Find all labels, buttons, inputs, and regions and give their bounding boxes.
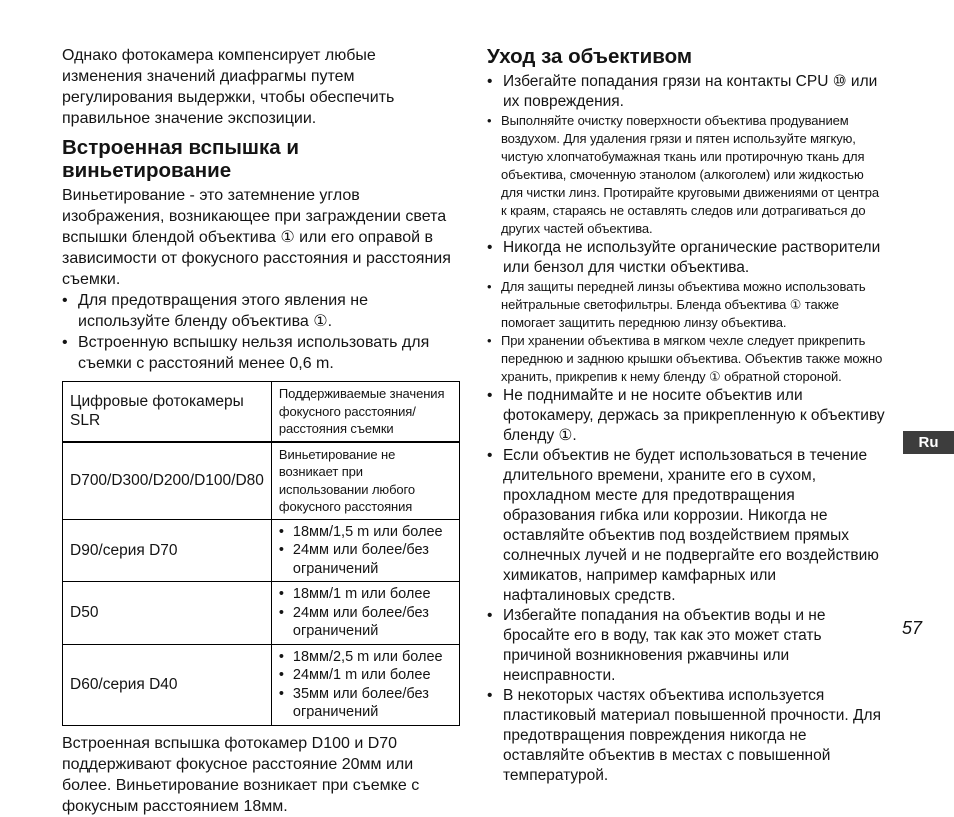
- bullet-marker: •: [487, 333, 492, 348]
- vignetting-description: Виньетирование - это затемнение углов изображения, возникающее при заграждении света вспышки блендой объектива ① или его оправой в зависимости от фокусного расстояния и расстояния съемки.: [62, 187, 451, 288]
- value-text: Виньетирование не возникает при использовании любого фокусного расстояния: [278, 446, 416, 514]
- lens-care-bullet-item: [487, 112, 885, 238]
- value-text: 35мм или более/без ограничений: [292, 685, 429, 720]
- bullet-marker: •: [278, 648, 284, 665]
- bullet-marker: •: [487, 113, 492, 128]
- lens-care-bullet-item-text: При хранении объектива в мягком чехле следует прикрепить переднюю и заднюю крышки объектива. Объектив также можно хранить, прикрепив к нему бленду ① обратной стороной.: [501, 333, 883, 384]
- lens-care-bullet-item: [487, 332, 885, 386]
- bullet-marker: •: [487, 447, 493, 464]
- values-cell: [271, 582, 459, 645]
- lens-care-bullet-item-text: Избегайте попадания на объектив воды и не бросайте его в воду, так как это может стать причиной возникновения ржавчины или неисправности.: [503, 607, 826, 684]
- value-line: [279, 585, 452, 604]
- value-line: [279, 604, 452, 641]
- value-line: [279, 666, 452, 685]
- camera-compatibility-table: [62, 381, 460, 726]
- bullet-marker: •: [487, 687, 493, 704]
- intro-paragraph: Однако фотокамера компенсирует любые изменения значений диафрагмы путем регулирования выдержки, чтобы обеспечить правильное значение экспозиции.: [62, 47, 395, 127]
- lens-care-bullet-item: [487, 72, 885, 112]
- camera-cell: D60/серия D40: [63, 644, 272, 725]
- table-header-supported-values: Поддерживаемые значения фокусного расстояния/расстояния съемки: [271, 382, 459, 442]
- lens-care-bullet-item: [487, 386, 885, 446]
- bullet-marker: •: [487, 239, 493, 256]
- value-text: 24мм/1 m или более: [292, 667, 431, 683]
- bullet-marker: •: [62, 292, 68, 309]
- flash-footnote: Встроенная вспышка фотокамер D100 и D70 поддерживают фокусное расстояние 20мм или более. Виньетирование возникает при съемке с фокусным расстоянием 18мм.: [62, 734, 420, 815]
- lens-care-bullet-item: [487, 606, 885, 686]
- values-cell: [271, 442, 459, 520]
- bullet-marker: •: [278, 604, 284, 621]
- bullet-marker: •: [62, 334, 68, 351]
- value-text: 18мм/2,5 m или более: [292, 648, 443, 665]
- bullet-marker: •: [278, 685, 284, 702]
- lens-care-bullet-item: [487, 238, 885, 278]
- table-header-cameras: Цифровые фотокамеры SLR: [63, 382, 272, 442]
- flash-bullet-item: [62, 290, 460, 332]
- value-line: [279, 541, 452, 578]
- section-title-lens-care: Уход за объективом: [487, 45, 693, 68]
- lens-care-bullet-item-text: Никогда не используйте органические растворители или бензол для чистки объектива.: [503, 239, 881, 276]
- value-text: 24мм или более/без ограничений: [292, 542, 429, 577]
- flash-bullet-item-text: Встроенную вспышку нельзя использовать для съемки с расстояний менее 0,6 m.: [78, 334, 430, 372]
- value-text: 24мм или более/без ограничений: [292, 604, 429, 639]
- lens-care-bullet-item-text: Избегайте попадания грязи на контакты CPU ⑩ или их повреждения.: [503, 73, 878, 110]
- table-row: [63, 519, 460, 582]
- left-column: [62, 45, 460, 817]
- lens-care-bullet-item-text: Для защиты передней линзы объектива можно использовать нейтральные светофильтры. Бленда объектива ① также помогает защитить переднюю линзу объектива.: [501, 279, 866, 330]
- lens-care-bullet-item: [487, 446, 885, 606]
- flash-bullet-item: [62, 332, 460, 374]
- flash-bullet-item-text: Для предотвращения этого явления не используйте бленду объектива ①.: [78, 292, 368, 330]
- bullet-marker: •: [487, 387, 493, 404]
- camera-cell: D90/серия D70: [63, 519, 272, 582]
- table-row: [63, 644, 460, 725]
- table-header-row: [63, 382, 460, 442]
- bullet-marker: •: [278, 523, 284, 540]
- table-row: [63, 582, 460, 645]
- value-line: [279, 648, 452, 667]
- lens-care-bullet-list: [487, 72, 885, 786]
- bullet-marker: •: [487, 73, 493, 90]
- language-badge: Ru: [903, 431, 954, 454]
- values-cell: [271, 644, 459, 725]
- bullet-marker: •: [278, 586, 284, 602]
- value-line: [279, 685, 452, 722]
- camera-cell: D700/D300/D200/D100/D80: [63, 442, 272, 520]
- values-cell: [271, 519, 459, 582]
- bullet-marker: •: [487, 279, 492, 294]
- value-text: 18мм/1,5 m или более: [292, 523, 443, 540]
- lens-care-bullet-item-text: Не поднимайте и не носите объектив или фотокамеру, держась за прикрепленную к объективу бленду ①.: [503, 387, 885, 444]
- value-line: [279, 523, 452, 542]
- bullet-marker: •: [278, 542, 284, 558]
- bullet-marker: •: [487, 607, 493, 624]
- page-number: 57: [901, 618, 922, 638]
- lens-care-bullet-item-text: Если объектив не будет использоваться в течение длительного времени, храните его в сухом, прохладном месте для предотвращения образования гибка или коррозии. Никогда не оставляйте объектив под воздействием прямых солнечных лучей и не подвергайте его воздействию химикатов, например камфарных или нафталиновых средств.: [503, 447, 879, 604]
- lens-care-bullet-item: [487, 278, 885, 332]
- value-text: 18мм/1 m или более: [292, 586, 431, 602]
- camera-cell: D50: [63, 582, 272, 645]
- section-title-flash-vignetting: Встроенная вспышка и виньетирование: [62, 136, 299, 182]
- table-row: [63, 442, 460, 520]
- bullet-marker: •: [278, 667, 284, 683]
- lens-care-bullet-item-text: Выполняйте очистку поверхности объектива продуванием воздухом. Для удаления грязи и пятен используйте мягкую, чистую хлопчатобумажная ткань или протирочную ткань для объектива, смоченную этанолом (алкоголем) или жидкостью для чистки линз. Протирайте круговыми движениями от центра к краям, стараясь не оставлять следов или дотрагиваться до других частей объектива.: [501, 113, 880, 236]
- flash-bullet-list: [62, 290, 460, 374]
- lens-care-bullet-item-text: В некоторых частях объектива используется пластиковый материал повышенной прочности. Для предотвращения повреждения никогда не оставляйте объектив в местах с повышенной температурой.: [503, 687, 881, 784]
- lens-care-bullet-item: [487, 686, 885, 786]
- right-column: [487, 45, 885, 786]
